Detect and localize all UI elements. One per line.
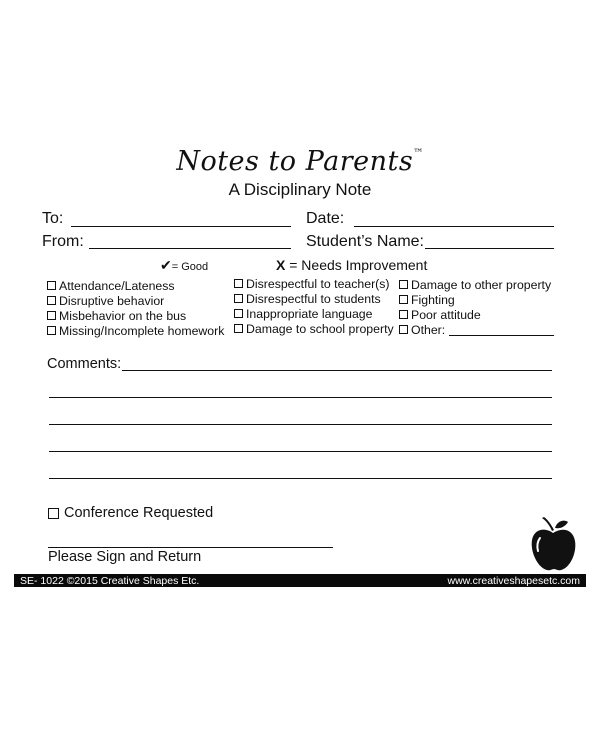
x-mark-icon: X: [276, 257, 286, 273]
comments-label: Comments:: [47, 356, 122, 372]
comments-line-5[interactable]: [49, 478, 552, 479]
checkbox-icon[interactable]: [47, 296, 56, 305]
to-field[interactable]: [71, 226, 291, 227]
title-text: Notes to Parents: [176, 146, 414, 177]
checkbox-bus[interactable]: [47, 308, 224, 323]
checkbox-icon[interactable]: [399, 310, 408, 319]
student-name-field[interactable]: [425, 248, 554, 249]
checkbox-icon[interactable]: [399, 325, 408, 334]
footer-bar: [14, 574, 586, 587]
checkbox-label: Disrespectful to students: [246, 291, 381, 306]
checkbox-label: Damage to other property: [411, 277, 552, 292]
checkbox-icon[interactable]: [399, 295, 408, 304]
checkbox-other-property[interactable]: [399, 277, 551, 292]
apple-icon: [528, 516, 580, 572]
checkbox-disrespect-students[interactable]: [234, 291, 394, 306]
conference-requested[interactable]: [48, 505, 213, 521]
footer-copyright: SE- 1022 ©2015 Creative Shapes Etc.: [20, 574, 200, 587]
page-subtitle: A Disciplinary Note: [228, 180, 372, 199]
checkbox-icon[interactable]: [234, 309, 243, 318]
checklist-column-3: [399, 277, 551, 337]
checkbox-label: Disrespectful to teacher(s): [246, 276, 390, 291]
comments-line-3[interactable]: [49, 424, 552, 425]
checkbox-icon[interactable]: [47, 311, 56, 320]
page-title: [0, 146, 600, 177]
legend-good-label: = Good: [171, 261, 209, 273]
comments-line-1[interactable]: [122, 370, 552, 371]
checkbox-fighting[interactable]: [399, 292, 551, 307]
checkbox-disrespect-teacher[interactable]: [234, 276, 394, 291]
checkbox-school-property[interactable]: [234, 321, 394, 336]
signature-label: Please Sign and Return: [48, 549, 202, 565]
checkbox-attitude[interactable]: [399, 307, 551, 322]
to-label: To:: [42, 210, 64, 227]
checklist-column-2: [234, 276, 394, 336]
checkbox-language[interactable]: [234, 306, 394, 321]
checklist-column-1: [47, 278, 224, 338]
legend-needs-label: = Needs Improvement: [289, 257, 428, 273]
checkbox-label: Attendance/Lateness: [59, 278, 175, 293]
signature-line[interactable]: [48, 547, 333, 548]
checkbox-icon[interactable]: [47, 281, 56, 290]
checkbox-icon[interactable]: [234, 294, 243, 303]
checkbox-label: Disruptive behavior: [59, 293, 165, 308]
checkbox-disruptive[interactable]: [47, 293, 224, 308]
from-field[interactable]: [89, 248, 291, 249]
other-field[interactable]: [449, 335, 554, 336]
checkbox-label: Inappropriate language: [246, 306, 373, 321]
date-field[interactable]: [354, 226, 554, 227]
legend-good: [160, 257, 208, 274]
checkbox-icon[interactable]: [234, 324, 243, 333]
comments-line-2[interactable]: [49, 397, 552, 398]
checkbox-label: Damage to school property: [246, 321, 394, 336]
footer-website: www.creativeshapesetc.com: [447, 574, 580, 587]
checkbox-label: Missing/Incomplete homework: [59, 323, 225, 338]
checkbox-icon[interactable]: [234, 279, 243, 288]
checkbox-label: Fighting: [411, 292, 455, 307]
checkmark-icon: ✔: [160, 257, 172, 273]
checkbox-label: Poor attitude: [411, 307, 481, 322]
checkbox-label: Other:: [411, 322, 446, 337]
date-label: Date:: [306, 210, 345, 227]
trademark: ™: [413, 148, 424, 159]
checkbox-icon[interactable]: [399, 280, 408, 289]
conference-label: Conference Requested: [64, 505, 214, 521]
legend-needs-improvement: [276, 257, 427, 273]
from-label: From:: [42, 233, 84, 250]
checkbox-icon[interactable]: [48, 508, 59, 519]
checkbox-icon[interactable]: [47, 326, 56, 335]
checkbox-label: Misbehavior on the bus: [59, 308, 187, 323]
comments-line-4[interactable]: [49, 451, 552, 452]
checkbox-homework[interactable]: [47, 323, 224, 338]
checkbox-attendance[interactable]: [47, 278, 224, 293]
student-name-label: Student’s Name:: [306, 233, 424, 250]
